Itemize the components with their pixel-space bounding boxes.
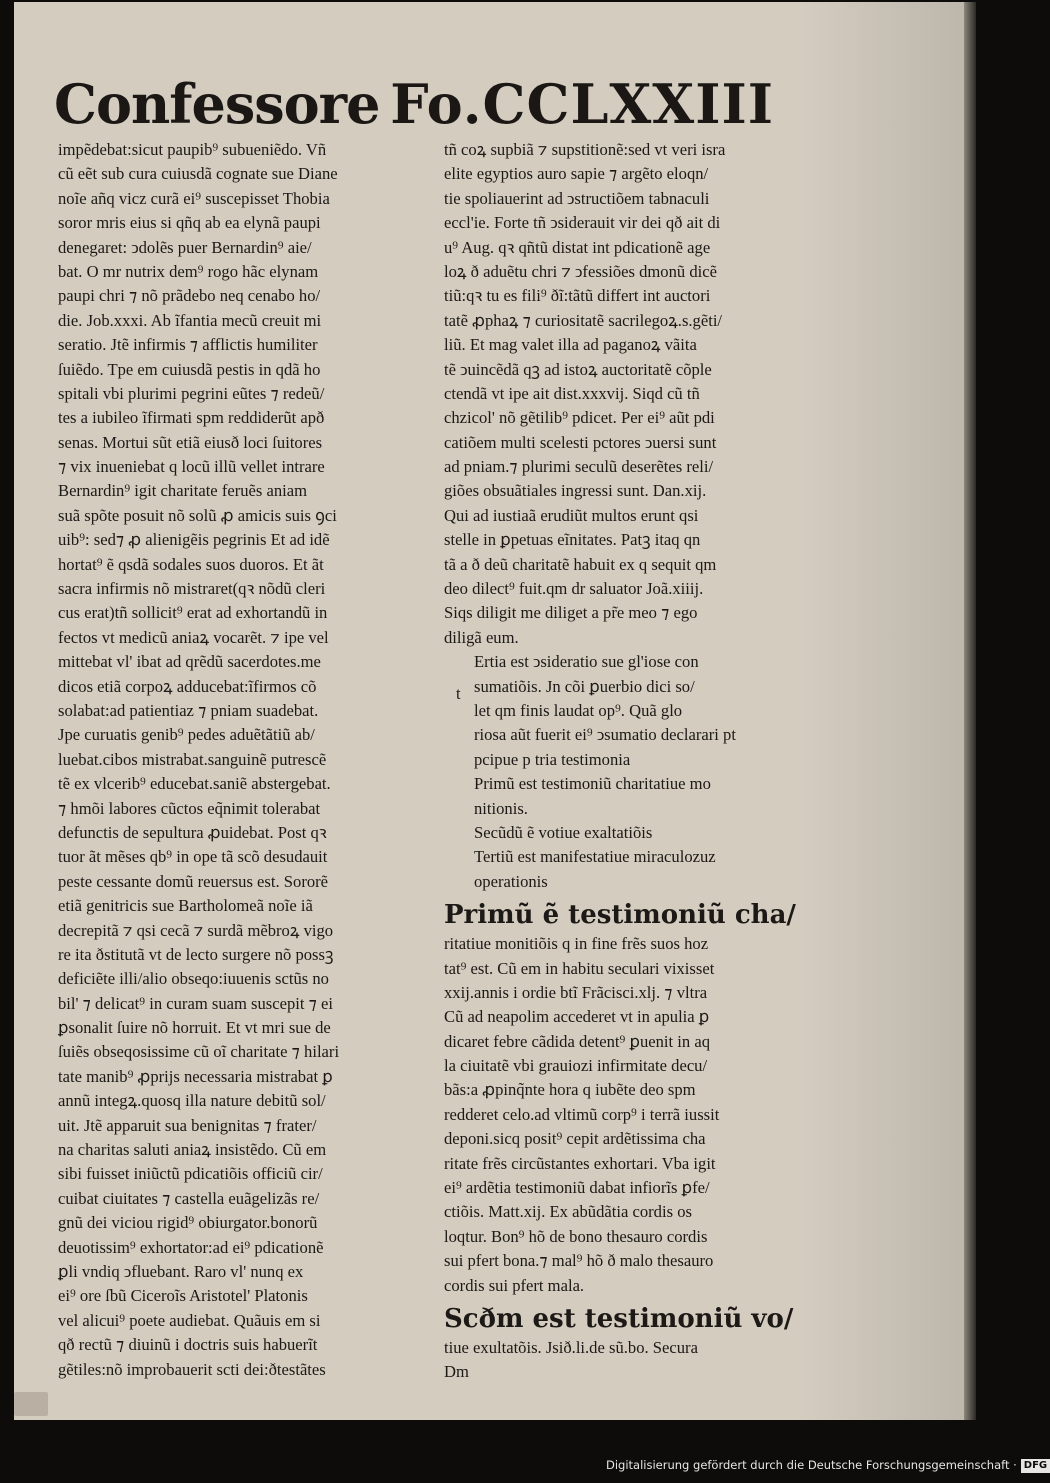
text-line: Cũ ad neapolim accederet vt in apulia ꝑ <box>444 1007 710 1027</box>
text-line: eccl'ie. Forte tñ ↄsiderauit vir dei qð ait di <box>444 213 721 233</box>
text-line: ctendã vt ipe ait dist.xxxvij. Siqd cũ tñ <box>444 383 700 403</box>
text-line: na charitas saluti aniaꝝ insistẽdo. Cũ em <box>58 1140 327 1160</box>
text-line: Qui ad iustiaã erudiũt multos erunt qsi <box>444 505 699 525</box>
page-corner <box>14 1392 48 1416</box>
text-line: giões obsuãtiales ingressi sunt. Dan.xij. <box>444 481 707 501</box>
text-line: tñ coꝝ supbiã ⁊ supstitionẽ:sed vt veri isra <box>444 140 726 159</box>
text-line: la ciuitatẽ vbi grauiozi infirmitate decu/ <box>444 1056 708 1076</box>
text-line: Tertiũ est manifestatiue miraculozuz <box>474 847 716 867</box>
text-line: dicos etiã corpoꝝ adducebat:ĩfirmos cõ <box>58 676 317 696</box>
text-line: hortat⁹ ẽ qsdã sodales suos duoros. Et ãt <box>58 554 324 574</box>
text-line: luebat.cibos mistrabat.sanguinẽ putrescẽ <box>58 749 327 769</box>
text-line: ⁊ hmõi labores cũctos eq̃nimit tolerabat <box>58 798 321 818</box>
right-column-continuation <box>444 138 806 650</box>
text-line: denegaret: ↄdolẽs puer Bernardin⁹ aie/ <box>58 237 312 257</box>
folio-number: Fo.CCLXXIII <box>390 72 774 136</box>
text-line: cus erat)tñ sollicit⁹ erat ad exhortandũ in <box>58 603 328 623</box>
credit-text: Digitalisierung gefördert durch die Deutsche Forschungsgemeinschaft · <box>606 1458 1017 1472</box>
text-line: elite egyptios auro sapie ⁊ argẽto eloqn/ <box>444 164 709 184</box>
text-line: gnũ dei viciou rigid⁹ obiurgator.bonorũ <box>58 1213 318 1233</box>
text-line: tes a iubileo ĩfirmati spm reddiderũt apð <box>58 408 325 428</box>
text-line: ei⁹ ardẽtia testimoniũ dabat infiorĩs ꝑfe/ <box>444 1178 710 1198</box>
text-line: ctiõis. Matt.xij. Ex abũdãtia cordis os <box>444 1202 692 1222</box>
text-line: cuibat ciuitates ⁊ castella euãgelizãs re/ <box>58 1188 320 1208</box>
text-line: die. Job.xxxi. Ab ĩfantia mecũ creuit mi <box>58 310 322 330</box>
text-line: uib⁹: sed⁊ ꝓ alienigẽis pegrinis Et ad idẽ <box>58 530 330 550</box>
text-line: deponi.sicq posit⁹ cepit ardẽtissima cha <box>444 1129 706 1149</box>
text-line: fectos vt medicũ aniaꝝ vocarẽt. ⁊ ipe vel <box>58 627 329 647</box>
text-line: Secũdũ ẽ votiue exaltatiõis <box>474 822 653 842</box>
right-text-column <box>444 138 806 1385</box>
text-line: mittebat vl' ibat ad qrẽdũ sacerdotes.me <box>58 652 321 672</box>
text-line: soror mris eius si qñq ab ea elynã paupi <box>58 213 321 233</box>
text-line: tuor ãt mẽses qb⁹ in ope tã scõ desudauit <box>58 847 328 867</box>
text-line: senas. Mortui sũt etiã eiusð loci ſuitores <box>58 432 323 452</box>
text-line: bãs:a ꝓpinq̃nte hora q iubẽte deo spm <box>444 1080 696 1100</box>
text-line: loꝝ ð aduẽtu chri ⁊ ↄfessiões dmonũ dicẽ <box>444 261 717 281</box>
text-line: chzicol' nõ gẽtilib⁹ pdicet. Per ei⁹ aũt pdi <box>444 408 715 428</box>
tertia-paragraph <box>444 650 806 894</box>
text-line: riosa aũt fuerit ei⁹ ↄsumatio declarari pt <box>474 725 736 745</box>
text-line: tiũ:qꝛ tu es fili⁹ ðĩ:tãtũ differt int auctori <box>444 286 711 306</box>
running-head-title: Confessore <box>54 72 380 136</box>
text-line: annũ integꝝ.quosq illa nature debitũ sol/ <box>58 1091 326 1111</box>
text-line: bil' ⁊ delicat⁹ in curam suam suscepit ⁊ ei <box>58 993 334 1013</box>
text-line: liũ. Et mag valet illa ad paganoꝝ vãita <box>444 335 697 355</box>
text-line: Ertia est ↄsideratio sue gl'iose con <box>474 652 699 672</box>
text-line: Jpe curuatis genib⁹ pedes aduẽtãtiũ ab/ <box>58 725 315 745</box>
text-line: ꝑsonalit ſuire nõ horruit. Et vt mri sue de <box>58 1018 331 1038</box>
text-line: Dm <box>444 1362 469 1382</box>
text-line: noĩe añq vicz curã ei⁹ suscepisset Thobia <box>58 188 330 208</box>
text-line: ad pniam.⁊ plurimi seculũ deserẽtes reli/ <box>444 457 714 477</box>
text-line: spitali vbi plurimi pegrini eũtes ⁊ redeũ/ <box>58 383 325 403</box>
text-line: sacra infirmis nõ mistraret(qꝛ nõdũ cleri <box>58 579 326 599</box>
text-line: tatẽ ꝓphaꝝ ⁊ curiositatẽ sacrilegoꝝ.s.gẽti/ <box>444 310 723 330</box>
page-shadow <box>801 2 971 1420</box>
text-line: nitionis. <box>474 798 528 818</box>
text-line: etiã genitricis sue Bartholomeã noĩe iã <box>58 896 313 916</box>
text-line: redderet celo.ad vltimũ corp⁹ i terrã iussit <box>444 1104 720 1124</box>
text-line: ei⁹ ore ſbũ Ciceroĩs Aristotel' Platonis <box>58 1286 308 1306</box>
text-line: deficiẽte illi/alio obseqo:iuuenis sctũs no <box>58 969 329 989</box>
text-line: ⁊ vix inueniebat q locũ illũ vellet intrare <box>58 457 325 477</box>
text-line: let qm finis laudat op⁹. Quã glo <box>474 700 683 720</box>
text-line: solabat:ad patientiaz ⁊ pniam suadebat. <box>58 700 319 720</box>
text-line: tẽ ex vlcerib⁹ educebat.saniẽ abstergebat. <box>58 774 331 794</box>
text-line: tie spoliauerint ad ↄstructiõem tabnaculi <box>444 188 710 208</box>
text-line: qð rectũ ⁊ diuinũ i doctris suis habuerĩt <box>58 1335 318 1355</box>
text-line: xxij.annis i ordie btĩ Frãcisci.xlj. ⁊ vltra <box>444 982 708 1002</box>
text-line: tat⁹ est. Cũ em in habitu seculari vixisset <box>444 958 715 978</box>
text-line: diligã eum. <box>444 627 519 647</box>
text-line: ritate frẽs circũstantes exhortari. Vba igit <box>444 1153 716 1173</box>
text-line: ritatiue monitiõis q in fine frẽs suos hoz <box>444 934 709 954</box>
text-line: dicaret febre cãdida detent⁹ ꝑuenit in aq <box>444 1031 711 1051</box>
text-line: cordis sui pfert mala. <box>444 1275 585 1295</box>
text-line: sui pfert bona.⁊ mal⁹ hõ ð malo thesauro <box>444 1251 714 1271</box>
secundum-paragraph <box>444 1336 806 1385</box>
dfg-logo: DFG <box>1021 1459 1050 1473</box>
text-line: re ita ðstitutã vt de lecto surgere nõ possꝫ <box>58 944 334 964</box>
text-line: gẽtiles:nõ improbauerit scti dei:ðtestãtes <box>58 1359 326 1379</box>
text-line: ſuiẽs obseqosissime cũ oĩ charitate ⁊ hilari <box>58 1042 340 1062</box>
text-line: catiõem multi scelesti pctores ↄuersi sunt <box>444 432 717 452</box>
text-line: vel alicui⁹ poete audiebat. Quãuis em si <box>58 1310 321 1330</box>
text-line: u⁹ Aug. qꝛ qñtũ distat int pdicationẽ age <box>444 237 711 257</box>
text-line: peste cessante domũ reuersus est. Sororẽ <box>58 871 329 891</box>
text-line: deuotissim⁹ exhortator:ad ei⁹ pdicationẽ <box>58 1237 324 1257</box>
primum-paragraph <box>444 932 806 1298</box>
text-line: decrepitã ⁊ qsi cecã ⁊ surdã mẽbroꝝ vigo <box>58 920 334 940</box>
text-line: ſuiẽdo. Tpe em cuiusdã pestis in qdã ho <box>58 359 321 379</box>
text-line: bat. O mr nutrix dem⁹ rogo hãc elynam <box>58 261 319 281</box>
text-line: suã spõte posuit nõ solũ ꝓ amicis suis ꝯci <box>58 505 337 525</box>
page-edge <box>964 2 976 1420</box>
book-page <box>14 2 974 1420</box>
text-line: pcipue p tria testimonia <box>474 749 631 769</box>
left-text-column <box>58 138 452 1382</box>
text-line: cũ eẽt sub cura cuiusdã cognate sue Diane <box>58 164 338 184</box>
text-line: impẽdebat:sicut paupib⁹ subueniẽdo. Vñ <box>58 140 327 159</box>
marginal-letter: t <box>456 684 461 704</box>
text-line: deo dilect⁹ fuit.qm dr saluator Joã.xiiij. <box>444 579 704 599</box>
text-line: sumatiõis. Jn cõi ꝑuerbio dici so/ <box>474 676 695 696</box>
text-line: tẽ ↄuincẽdã qꝫ ad istoꝝ auctoritatẽ cõple <box>444 359 712 379</box>
text-line: stelle in ꝑpetuas eĩnitates. Patꝫ itaq qn <box>444 530 701 550</box>
text-line: loqtur. Bon⁹ hõ de bono thesauro cordis <box>444 1226 708 1246</box>
text-line: uit. Jtẽ apparuit sua benignitas ⁊ frater/ <box>58 1115 317 1135</box>
text-line: tã a ð deũ charitatẽ habuit ex q sequit qm <box>444 554 717 574</box>
text-line: ꝑli vndiq ↄfluebant. Raro vl' nunq ex <box>58 1261 304 1281</box>
tertia-section <box>444 650 806 894</box>
text-line: sibi fuisset iniũctũ pdicatiõis officiũ cir/ <box>58 1164 323 1184</box>
text-line: Bernardin⁹ igit charitate feruẽs aniam <box>58 481 308 501</box>
heading-secundum: Scðm est testimoniũ vo/ <box>444 1303 794 1334</box>
text-line: tiue exultatõis. Jsið.li.de sũ.bo. Secura <box>444 1337 698 1357</box>
text-line: paupi chri ⁊ nõ prãdebo neq cenabo ho/ <box>58 286 321 306</box>
text-line: defunctis de sepultura ꝓuidebat. Post qꝛ <box>58 822 327 842</box>
digitization-credit <box>606 1455 1048 1475</box>
heading-primum: Primũ ẽ testimoniũ cha/ <box>444 900 796 931</box>
text-line: seratio. Jtẽ infirmis ⁊ afflictis humiliter <box>58 335 318 355</box>
text-line: Primũ est testimoniũ charitatiue mo <box>474 774 711 794</box>
text-line: Siqs diligit me diliget a pr̃e meo ⁊ ego <box>444 603 698 623</box>
text-line: operationis <box>474 871 548 891</box>
text-line: tate manib⁹ ꝓprijs necessaria mistrabat ꝑ <box>58 1066 333 1086</box>
